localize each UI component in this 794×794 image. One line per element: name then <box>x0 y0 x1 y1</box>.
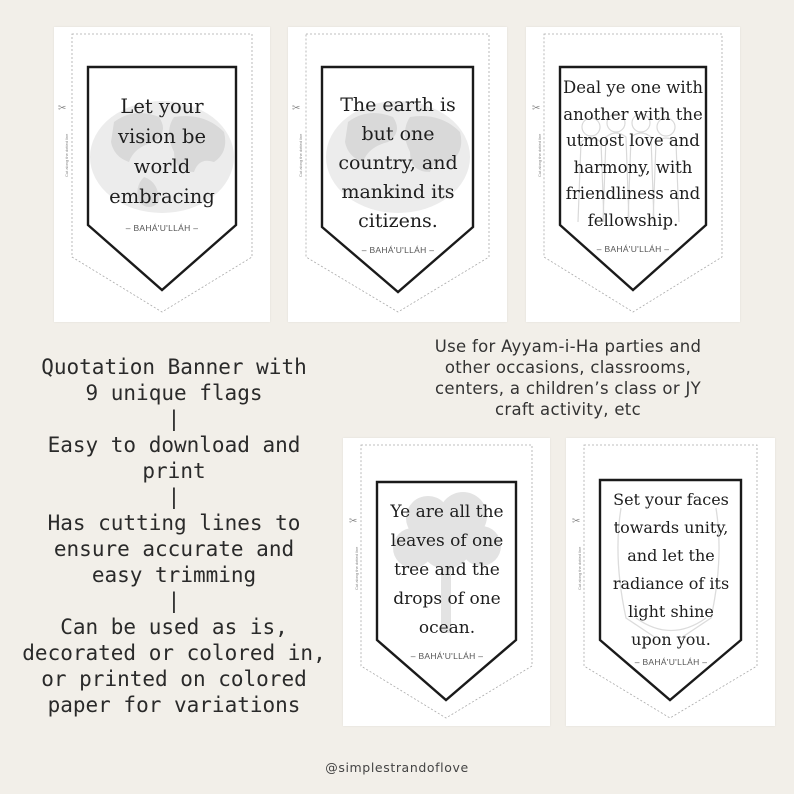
flag-page-2 <box>288 27 507 322</box>
flag-page-4 <box>343 438 550 726</box>
feature-line: ensure accurate and <box>53 537 295 561</box>
feature-line: paper for variations <box>47 693 301 717</box>
scissors-icon: ✂ <box>292 103 301 114</box>
flag-attribution: – BAHÁ'U'LLÁH – <box>634 657 708 667</box>
scissors-icon: ✂ <box>58 103 67 114</box>
flag-quote: Ye are all the leaves of one tree and the drops of one ocean. <box>390 502 504 638</box>
flag-attribution: – BAHÁ'U'LLÁH – <box>410 651 484 661</box>
flag-page-1 <box>54 27 270 322</box>
cut-line-label: Cut along the dotted line <box>577 546 582 590</box>
cut-line-label: Cut along the dotted line <box>64 133 69 177</box>
flag-quote: The earth is but one country, and mankind its citizens. <box>338 94 458 232</box>
feature-line: Quotation Banner with <box>41 355 307 379</box>
flag-attribution: – BAHÁ'U'LLÁH – <box>361 245 435 255</box>
cut-line-label: Cut along the dotted line <box>298 133 303 177</box>
feature-separator: | <box>167 485 181 509</box>
feature-separator: | <box>167 407 181 431</box>
feature-line: print <box>142 459 206 483</box>
feature-separator: | <box>167 589 181 613</box>
scissors-icon: ✂ <box>572 516 581 527</box>
scissors-icon: ✂ <box>349 516 358 527</box>
feature-line: easy trimming <box>91 563 257 587</box>
flag-page-5 <box>566 438 775 726</box>
feature-line: Can be used as is, <box>60 615 288 639</box>
social-handle: @simplestrandoflove <box>325 760 469 775</box>
cut-line-label: Cut along the dotted line <box>354 546 359 590</box>
feature-line: Easy to download and <box>47 433 301 457</box>
flag-quote: Deal ye one with another with the utmost love and harmony, with friendliness and fellowship. <box>563 78 703 230</box>
scissors-icon: ✂ <box>532 103 541 114</box>
feature-line: decorated or colored in, <box>22 641 326 665</box>
flag-quote: Let your vision be world embracing <box>109 95 215 208</box>
feature-list <box>14 354 334 718</box>
usage-description: Use for Ayyam-i-Ha parties and other occasions, classrooms, centers, a children’s class or JY craft activity, etc <box>434 337 702 419</box>
feature-line: Has cutting lines to <box>47 511 301 535</box>
flag-page-3 <box>526 27 740 322</box>
flag-attribution: – BAHÁ'U'LLÁH – <box>596 244 670 254</box>
cut-line-label: Cut along the dotted line <box>537 133 542 177</box>
feature-line: 9 unique flags <box>85 381 263 405</box>
feature-line: or printed on colored <box>41 667 307 691</box>
flag-attribution: – BAHÁ'U'LLÁH – <box>125 223 199 233</box>
flag-quote: Set your faces towards unity, and let the radiance of its light shine upon you. <box>612 490 730 649</box>
